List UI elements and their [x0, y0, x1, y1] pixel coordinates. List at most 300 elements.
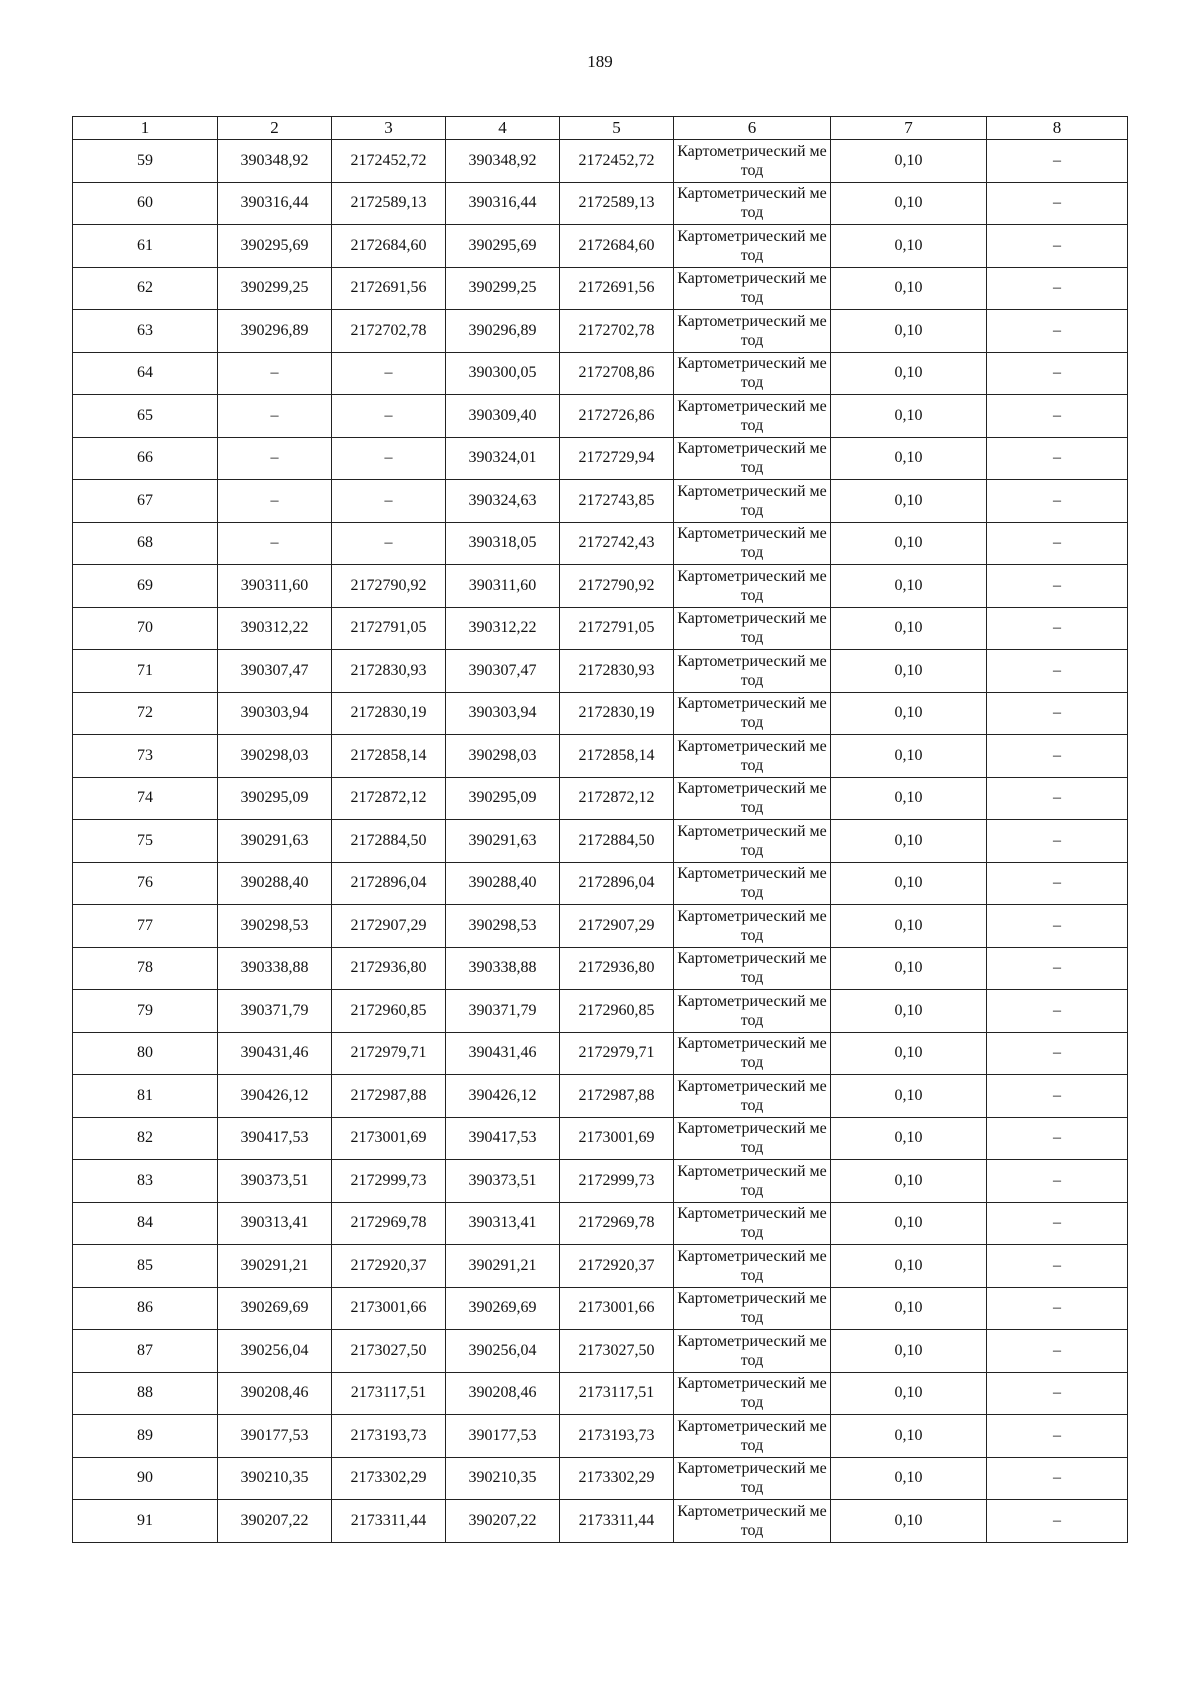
y-old-cell: 2172589,13 — [332, 182, 446, 225]
y-new-cell: 2173311,44 — [560, 1500, 674, 1543]
table-row — [73, 1330, 1128, 1373]
point-number-cell: 68 — [73, 522, 218, 565]
accuracy-cell: 0,10 — [831, 1075, 987, 1118]
x-old-cell: 390431,46 — [218, 1032, 332, 1075]
table-row — [73, 522, 1128, 565]
point-number-cell: 66 — [73, 437, 218, 480]
method-cell: Картометрический метод — [674, 267, 831, 310]
x-old-cell: 390311,60 — [218, 565, 332, 608]
table-row — [73, 1415, 1128, 1458]
table-row — [73, 310, 1128, 353]
x-new-cell: 390324,01 — [446, 437, 560, 480]
y-old-cell: 2172884,50 — [332, 820, 446, 863]
point-number-cell: 82 — [73, 1117, 218, 1160]
note-cell: – — [987, 310, 1128, 353]
x-old-cell: 390291,63 — [218, 820, 332, 863]
accuracy-cell: 0,10 — [831, 182, 987, 225]
x-old-cell: 390288,40 — [218, 862, 332, 905]
accuracy-cell: 0,10 — [831, 947, 987, 990]
accuracy-cell: 0,10 — [831, 1117, 987, 1160]
point-number-cell: 88 — [73, 1372, 218, 1415]
x-new-cell: 390426,12 — [446, 1075, 560, 1118]
coordinates-table — [72, 116, 1128, 1543]
point-number-cell: 89 — [73, 1415, 218, 1458]
x-new-cell: 390269,69 — [446, 1287, 560, 1330]
table-row — [73, 565, 1128, 608]
x-old-cell: 390177,53 — [218, 1415, 332, 1458]
table-row — [73, 437, 1128, 480]
x-new-cell: 390296,89 — [446, 310, 560, 353]
y-old-cell: 2172907,29 — [332, 905, 446, 948]
x-new-cell: 390210,35 — [446, 1457, 560, 1500]
accuracy-cell: 0,10 — [831, 1457, 987, 1500]
column-header: 7 — [831, 117, 987, 140]
x-old-cell: 390313,41 — [218, 1202, 332, 1245]
x-old-cell: 390373,51 — [218, 1160, 332, 1203]
point-number-cell: 65 — [73, 395, 218, 438]
table-row — [73, 607, 1128, 650]
point-number-cell: 86 — [73, 1287, 218, 1330]
method-cell: Картометрический метод — [674, 1330, 831, 1373]
note-cell: – — [987, 1372, 1128, 1415]
method-cell: Картометрический метод — [674, 1160, 831, 1203]
y-new-cell: 2173001,66 — [560, 1287, 674, 1330]
y-new-cell: 2172830,19 — [560, 692, 674, 735]
x-old-cell: – — [218, 522, 332, 565]
y-new-cell: 2172743,85 — [560, 480, 674, 523]
method-cell: Картометрический метод — [674, 437, 831, 480]
method-cell: Картометрический метод — [674, 1032, 831, 1075]
point-number-cell: 71 — [73, 650, 218, 693]
point-number-cell: 63 — [73, 310, 218, 353]
y-old-cell: – — [332, 352, 446, 395]
method-cell: Картометрический метод — [674, 1075, 831, 1118]
accuracy-cell: 0,10 — [831, 522, 987, 565]
y-old-cell: 2173193,73 — [332, 1415, 446, 1458]
header-row — [73, 117, 1128, 140]
x-new-cell: 390373,51 — [446, 1160, 560, 1203]
y-new-cell: 2172999,73 — [560, 1160, 674, 1203]
y-old-cell: 2172936,80 — [332, 947, 446, 990]
y-new-cell: 2172691,56 — [560, 267, 674, 310]
method-cell: Картометрический метод — [674, 692, 831, 735]
accuracy-cell: 0,10 — [831, 1287, 987, 1330]
note-cell: – — [987, 947, 1128, 990]
point-number-cell: 74 — [73, 777, 218, 820]
column-header: 4 — [446, 117, 560, 140]
point-number-cell: 87 — [73, 1330, 218, 1373]
table-row — [73, 182, 1128, 225]
y-new-cell: 2172872,12 — [560, 777, 674, 820]
y-new-cell: 2172858,14 — [560, 735, 674, 778]
table-row — [73, 905, 1128, 948]
x-old-cell: 390299,25 — [218, 267, 332, 310]
y-old-cell: 2173302,29 — [332, 1457, 446, 1500]
accuracy-cell: 0,10 — [831, 650, 987, 693]
x-new-cell: 390371,79 — [446, 990, 560, 1033]
note-cell: – — [987, 1117, 1128, 1160]
method-cell: Картометрический метод — [674, 310, 831, 353]
point-number-cell: 60 — [73, 182, 218, 225]
point-number-cell: 78 — [73, 947, 218, 990]
method-cell: Картометрический метод — [674, 182, 831, 225]
y-old-cell: 2172830,93 — [332, 650, 446, 693]
x-new-cell: 390348,92 — [446, 140, 560, 183]
column-header: 5 — [560, 117, 674, 140]
point-number-cell: 76 — [73, 862, 218, 905]
point-number-cell: 85 — [73, 1245, 218, 1288]
note-cell: – — [987, 990, 1128, 1033]
x-old-cell: 390207,22 — [218, 1500, 332, 1543]
note-cell: – — [987, 820, 1128, 863]
table-row — [73, 650, 1128, 693]
accuracy-cell: 0,10 — [831, 480, 987, 523]
point-number-cell: 70 — [73, 607, 218, 650]
x-new-cell: 390298,53 — [446, 905, 560, 948]
x-old-cell: 390426,12 — [218, 1075, 332, 1118]
method-cell: Картометрический метод — [674, 862, 831, 905]
point-number-cell: 75 — [73, 820, 218, 863]
column-header: 8 — [987, 117, 1128, 140]
y-old-cell: 2172830,19 — [332, 692, 446, 735]
x-new-cell: 390312,22 — [446, 607, 560, 650]
accuracy-cell: 0,10 — [831, 692, 987, 735]
note-cell: – — [987, 1415, 1128, 1458]
method-cell: Картометрический метод — [674, 1202, 831, 1245]
y-old-cell: 2172872,12 — [332, 777, 446, 820]
note-cell: – — [987, 1287, 1128, 1330]
method-cell: Картометрический метод — [674, 990, 831, 1033]
table-row — [73, 735, 1128, 778]
point-number-cell: 73 — [73, 735, 218, 778]
point-number-cell: 80 — [73, 1032, 218, 1075]
x-old-cell: 390316,44 — [218, 182, 332, 225]
y-old-cell: 2173117,51 — [332, 1372, 446, 1415]
y-new-cell: 2173302,29 — [560, 1457, 674, 1500]
x-new-cell: 390288,40 — [446, 862, 560, 905]
note-cell: – — [987, 692, 1128, 735]
method-cell: Картометрический метод — [674, 820, 831, 863]
accuracy-cell: 0,10 — [831, 225, 987, 268]
method-cell: Картометрический метод — [674, 735, 831, 778]
table-row — [73, 1202, 1128, 1245]
y-new-cell: 2173027,50 — [560, 1330, 674, 1373]
column-header: 3 — [332, 117, 446, 140]
method-cell: Картометрический метод — [674, 565, 831, 608]
y-new-cell: 2172726,86 — [560, 395, 674, 438]
note-cell: – — [987, 1032, 1128, 1075]
y-new-cell: 2172790,92 — [560, 565, 674, 608]
x-old-cell: 390210,35 — [218, 1457, 332, 1500]
note-cell: – — [987, 182, 1128, 225]
table-row — [73, 480, 1128, 523]
accuracy-cell: 0,10 — [831, 565, 987, 608]
x-new-cell: 390291,63 — [446, 820, 560, 863]
y-new-cell: 2172896,04 — [560, 862, 674, 905]
y-new-cell: 2173193,73 — [560, 1415, 674, 1458]
table-row — [73, 777, 1128, 820]
x-old-cell: 390371,79 — [218, 990, 332, 1033]
x-new-cell: 390295,09 — [446, 777, 560, 820]
y-new-cell: 2172969,78 — [560, 1202, 674, 1245]
x-new-cell: 390298,03 — [446, 735, 560, 778]
note-cell: – — [987, 480, 1128, 523]
y-old-cell: – — [332, 437, 446, 480]
note-cell: – — [987, 352, 1128, 395]
note-cell: – — [987, 522, 1128, 565]
note-cell: – — [987, 395, 1128, 438]
x-old-cell: – — [218, 395, 332, 438]
x-old-cell: 390307,47 — [218, 650, 332, 693]
accuracy-cell: 0,10 — [831, 777, 987, 820]
point-number-cell: 61 — [73, 225, 218, 268]
x-old-cell: 390269,69 — [218, 1287, 332, 1330]
table-row — [73, 1117, 1128, 1160]
y-old-cell: 2172858,14 — [332, 735, 446, 778]
x-old-cell: 390312,22 — [218, 607, 332, 650]
y-old-cell: 2172691,56 — [332, 267, 446, 310]
y-new-cell: 2172830,93 — [560, 650, 674, 693]
y-old-cell: 2173001,66 — [332, 1287, 446, 1330]
table-row — [73, 1032, 1128, 1075]
table-row — [73, 1075, 1128, 1118]
x-old-cell: 390303,94 — [218, 692, 332, 735]
method-cell: Картометрический метод — [674, 522, 831, 565]
method-cell: Картометрический метод — [674, 1287, 831, 1330]
table-row — [73, 1245, 1128, 1288]
x-new-cell: 390207,22 — [446, 1500, 560, 1543]
note-cell: – — [987, 1245, 1128, 1288]
y-old-cell: 2172979,71 — [332, 1032, 446, 1075]
x-old-cell: 390295,69 — [218, 225, 332, 268]
column-header: 2 — [218, 117, 332, 140]
accuracy-cell: 0,10 — [831, 1500, 987, 1543]
accuracy-cell: 0,10 — [831, 905, 987, 948]
x-new-cell: 390324,63 — [446, 480, 560, 523]
method-cell: Картометрический метод — [674, 905, 831, 948]
y-new-cell: 2173001,69 — [560, 1117, 674, 1160]
note-cell: – — [987, 862, 1128, 905]
table-row — [73, 267, 1128, 310]
table-row — [73, 352, 1128, 395]
accuracy-cell: 0,10 — [831, 1245, 987, 1288]
method-cell: Картометрический метод — [674, 1117, 831, 1160]
accuracy-cell: 0,10 — [831, 352, 987, 395]
table-row — [73, 1287, 1128, 1330]
x-old-cell: 390417,53 — [218, 1117, 332, 1160]
x-new-cell: 390338,88 — [446, 947, 560, 990]
y-new-cell: 2172702,78 — [560, 310, 674, 353]
x-old-cell: 390298,03 — [218, 735, 332, 778]
accuracy-cell: 0,10 — [831, 862, 987, 905]
table-row — [73, 1457, 1128, 1500]
x-new-cell: 390299,25 — [446, 267, 560, 310]
table-body — [73, 140, 1128, 1543]
point-number-cell: 77 — [73, 905, 218, 948]
note-cell: – — [987, 1457, 1128, 1500]
note-cell: – — [987, 1075, 1128, 1118]
point-number-cell: 81 — [73, 1075, 218, 1118]
method-cell: Картометрический метод — [674, 1372, 831, 1415]
point-number-cell: 62 — [73, 267, 218, 310]
method-cell: Картометрический метод — [674, 650, 831, 693]
accuracy-cell: 0,10 — [831, 820, 987, 863]
x-new-cell: 390318,05 — [446, 522, 560, 565]
x-old-cell: 390298,53 — [218, 905, 332, 948]
accuracy-cell: 0,10 — [831, 1160, 987, 1203]
point-number-cell: 67 — [73, 480, 218, 523]
method-cell: Картометрический метод — [674, 480, 831, 523]
note-cell: – — [987, 1500, 1128, 1543]
x-new-cell: 390316,44 — [446, 182, 560, 225]
y-new-cell: 2172960,85 — [560, 990, 674, 1033]
y-old-cell: 2172969,78 — [332, 1202, 446, 1245]
x-old-cell: – — [218, 480, 332, 523]
point-number-cell: 91 — [73, 1500, 218, 1543]
x-old-cell: 390295,09 — [218, 777, 332, 820]
accuracy-cell: 0,10 — [831, 267, 987, 310]
point-number-cell: 83 — [73, 1160, 218, 1203]
table-row — [73, 862, 1128, 905]
y-old-cell: – — [332, 480, 446, 523]
method-cell: Картометрический метод — [674, 1500, 831, 1543]
note-cell: – — [987, 607, 1128, 650]
method-cell: Картометрический метод — [674, 947, 831, 990]
x-old-cell: 390348,92 — [218, 140, 332, 183]
method-cell: Картометрический метод — [674, 225, 831, 268]
y-old-cell: 2172987,88 — [332, 1075, 446, 1118]
y-old-cell: 2172896,04 — [332, 862, 446, 905]
x-new-cell: 390417,53 — [446, 1117, 560, 1160]
column-header: 6 — [674, 117, 831, 140]
method-cell: Картометрический метод — [674, 1245, 831, 1288]
point-number-cell: 79 — [73, 990, 218, 1033]
x-new-cell: 390295,69 — [446, 225, 560, 268]
x-old-cell: 390291,21 — [218, 1245, 332, 1288]
point-number-cell: 59 — [73, 140, 218, 183]
y-new-cell: 2173117,51 — [560, 1372, 674, 1415]
y-new-cell: 2172684,60 — [560, 225, 674, 268]
y-new-cell: 2172884,50 — [560, 820, 674, 863]
accuracy-cell: 0,10 — [831, 1330, 987, 1373]
table-row — [73, 225, 1128, 268]
accuracy-cell: 0,10 — [831, 1372, 987, 1415]
y-new-cell: 2172791,05 — [560, 607, 674, 650]
note-cell: – — [987, 777, 1128, 820]
y-new-cell: 2172979,71 — [560, 1032, 674, 1075]
note-cell: – — [987, 565, 1128, 608]
y-new-cell: 2172907,29 — [560, 905, 674, 948]
note-cell: – — [987, 735, 1128, 778]
y-new-cell: 2172729,94 — [560, 437, 674, 480]
page-number: 189 — [587, 52, 613, 71]
x-old-cell: 390256,04 — [218, 1330, 332, 1373]
x-old-cell: – — [218, 437, 332, 480]
accuracy-cell: 0,10 — [831, 1415, 987, 1458]
table-row — [73, 1500, 1128, 1543]
note-cell: – — [987, 1330, 1128, 1373]
note-cell: – — [987, 1160, 1128, 1203]
x-new-cell: 390208,46 — [446, 1372, 560, 1415]
x-old-cell: 390296,89 — [218, 310, 332, 353]
point-number-cell: 84 — [73, 1202, 218, 1245]
method-cell: Картометрический метод — [674, 352, 831, 395]
y-new-cell: 2172987,88 — [560, 1075, 674, 1118]
accuracy-cell: 0,10 — [831, 1202, 987, 1245]
x-old-cell: 390338,88 — [218, 947, 332, 990]
y-old-cell: 2172999,73 — [332, 1160, 446, 1203]
x-new-cell: 390311,60 — [446, 565, 560, 608]
y-old-cell: 2172791,05 — [332, 607, 446, 650]
y-old-cell: 2172790,92 — [332, 565, 446, 608]
table-row — [73, 1372, 1128, 1415]
note-cell: – — [987, 437, 1128, 480]
x-new-cell: 390300,05 — [446, 352, 560, 395]
y-old-cell: 2173001,69 — [332, 1117, 446, 1160]
y-new-cell: 2172452,72 — [560, 140, 674, 183]
x-old-cell: – — [218, 352, 332, 395]
accuracy-cell: 0,10 — [831, 437, 987, 480]
y-old-cell: 2173311,44 — [332, 1500, 446, 1543]
note-cell: – — [987, 140, 1128, 183]
point-number-cell: 90 — [73, 1457, 218, 1500]
column-header: 1 — [73, 117, 218, 140]
table-row — [73, 947, 1128, 990]
note-cell: – — [987, 267, 1128, 310]
table-row — [73, 990, 1128, 1033]
x-new-cell: 390309,40 — [446, 395, 560, 438]
accuracy-cell: 0,10 — [831, 395, 987, 438]
x-new-cell: 390313,41 — [446, 1202, 560, 1245]
x-old-cell: 390208,46 — [218, 1372, 332, 1415]
note-cell: – — [987, 1202, 1128, 1245]
table-row — [73, 140, 1128, 183]
x-new-cell: 390431,46 — [446, 1032, 560, 1075]
note-cell: – — [987, 650, 1128, 693]
y-new-cell: 2172708,86 — [560, 352, 674, 395]
accuracy-cell: 0,10 — [831, 1032, 987, 1075]
table-row — [73, 820, 1128, 863]
point-number-cell: 64 — [73, 352, 218, 395]
table-row — [73, 692, 1128, 735]
accuracy-cell: 0,10 — [831, 990, 987, 1033]
y-old-cell: 2173027,50 — [332, 1330, 446, 1373]
y-old-cell: 2172452,72 — [332, 140, 446, 183]
y-old-cell: 2172960,85 — [332, 990, 446, 1033]
x-new-cell: 390303,94 — [446, 692, 560, 735]
method-cell: Картометрический метод — [674, 1457, 831, 1500]
y-old-cell: 2172920,37 — [332, 1245, 446, 1288]
method-cell: Картометрический метод — [674, 140, 831, 183]
table-row — [73, 1160, 1128, 1203]
method-cell: Картометрический метод — [674, 1415, 831, 1458]
point-number-cell: 69 — [73, 565, 218, 608]
accuracy-cell: 0,10 — [831, 607, 987, 650]
accuracy-cell: 0,10 — [831, 310, 987, 353]
method-cell: Картометрический метод — [674, 777, 831, 820]
y-old-cell: – — [332, 395, 446, 438]
x-new-cell: 390256,04 — [446, 1330, 560, 1373]
method-cell: Картометрический метод — [674, 607, 831, 650]
y-old-cell: 2172702,78 — [332, 310, 446, 353]
method-cell: Картометрический метод — [674, 395, 831, 438]
y-old-cell: 2172684,60 — [332, 225, 446, 268]
note-cell: – — [987, 225, 1128, 268]
x-new-cell: 390291,21 — [446, 1245, 560, 1288]
y-new-cell: 2172742,43 — [560, 522, 674, 565]
x-new-cell: 390177,53 — [446, 1415, 560, 1458]
y-new-cell: 2172920,37 — [560, 1245, 674, 1288]
